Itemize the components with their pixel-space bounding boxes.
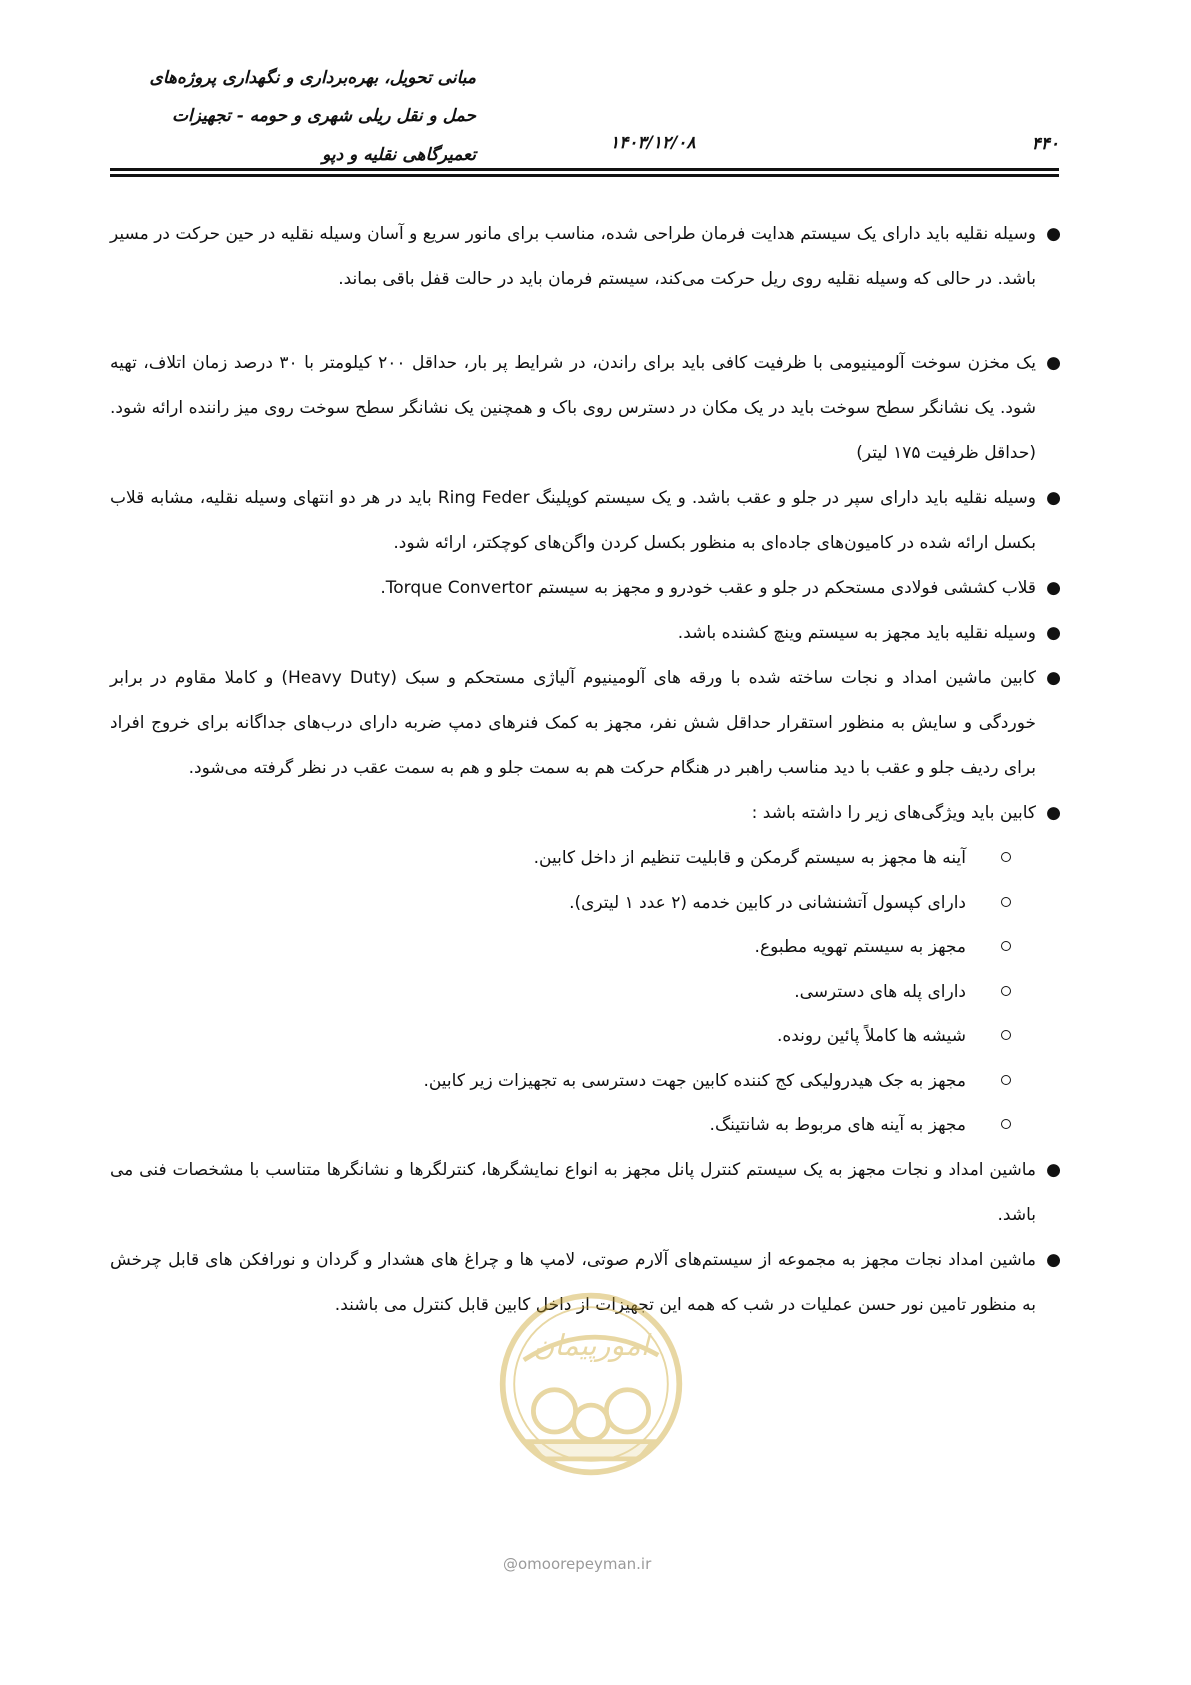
sub-list-item [110,1103,1011,1148]
bullet-item [110,212,1061,302]
bullet-item [110,566,1061,611]
page-body [110,212,1061,1328]
sub-list-item [110,1059,1011,1104]
header-rule-top [110,168,1059,171]
bullet-dot-icon: ● [1046,578,1061,598]
bullet-item [110,341,1061,476]
bullet-text: وسیله نقلیه باید دارای یک سیستم هدایت فرمان طراحی شده، مناسب برای مانور سریع و آسان وسیله نقلیه در حین حرکت در مسیر باشد. در حالی که وسیله نقلیه روی ریل حرکت می‌کند، سیستم فرمان باید در حالت قفل باقی بماند. [110,224,1036,289]
bullet-dot-icon: ● [1046,1159,1061,1180]
hollow-circle-bullet-icon [1001,852,1011,862]
bullet-dot-icon: ● [1046,623,1061,643]
sub-item-text: شیشه ها کاملاً پائین رونده. [776,1026,966,1046]
header-rule-bottom [110,174,1059,177]
header-title-line-1: مبانی تحویل، بهره‌برداری و نگهداری پروژه‌های [149,68,476,88]
sub-list-item [110,925,1011,970]
bullet-dot-icon: ● [1046,224,1061,244]
bullet-item [110,791,1061,1148]
hollow-circle-bullet-icon [1001,941,1011,951]
bullet-dot-icon: ● [1046,803,1061,823]
sub-list-item [110,881,1011,926]
cabin-features-list [110,836,1036,1148]
bullet-item [110,611,1061,656]
bullet-item [110,1148,1061,1238]
seal-base [529,1442,654,1459]
bullet-text: کابین باید ویژگی‌های زیر را داشته باشد : [751,803,1036,823]
watermark-url: @omoorepeyman.ir [503,1555,652,1573]
sub-list-item [110,1014,1011,1059]
hollow-circle-bullet-icon [1001,1030,1011,1040]
sub-item-text: مجهز به آینه های مربوط به شانتینگ. [709,1115,966,1135]
header-title-line-3: تعمیرگاهی نقلیه و دپو [322,145,476,165]
header-title-line-2: حمل و نقل ریلی شهری و حومه - تجهیزات [171,106,476,126]
header-date: ۱۴۰۳/۱۲/۰۸ [610,133,696,153]
sub-item-text: آینه ها مجهز به سیستم گرمکن و قابلیت تنظیم از داخل کابین. [533,848,966,868]
bullet-list [110,212,1061,1328]
watermark-seal-logo [495,1288,687,1480]
sub-list-item [110,836,1011,881]
bullet-text: کابین ماشین امداد و نجات ساخته شده با ورقه های آلومینیوم آلیاژی مستحکم و سبک (Heavy Duty) و کاملا مقاوم در برابر خوردگی و سایش به منظور استقرار حداقل شش نفر، مجهز به کمک فنرهای دمپ ضربه دارای درب‌های جداگانه برای خروج افراد برای ردیف جلو و عقب با دید مناسب راهبر در هنگام حرکت هم به سمت جلو و هم به سمت عقب در نظر گرفته می‌شود. [110,668,1037,778]
bullet-dot-icon: ● [1046,1249,1061,1270]
hollow-circle-bullet-icon [1001,1075,1011,1085]
seal-logo-text: امورپیمان [533,1328,649,1363]
bullet-item [110,476,1061,566]
gear-icon [533,1390,575,1432]
sub-list-item [110,970,1011,1015]
bullet-dot-icon: ● [1046,353,1061,373]
bullet-dot-icon: ● [1046,488,1061,508]
bullet-text: قلاب کششی فولادی مستحکم در جلو و عقب خودرو و مجهز به سیستم Torque Convertor. [380,578,1036,598]
bullet-text: وسیله نقلیه باید مجهز به سیستم وینچ کشنده باشد. [677,623,1036,643]
hollow-circle-bullet-icon [1001,1119,1011,1129]
bullet-text: وسیله نقلیه باید دارای سپر در جلو و عقب باشد. و یک سیستم کوپلینگ Ring Feder باید در هر دو انتهای وسیله نقلیه، مشابه قلاب بکسل ارائه شده در کامیون‌های جاده‌ای به منظور بکسل کردن واگن‌های کوچکتر، ارائه شود. [110,488,1036,553]
gear-icon [606,1390,648,1432]
gear-icon [574,1405,609,1440]
bullet-text: یک مخزن سوخت آلومینیومی با ظرفیت کافی باید برای راندن، در شرایط پر بار، حداقل ۲۰۰ کیلومتر با ۳۰ درصد زمان اتلاف، تهیه شود. یک نشانگر سطح سوخت باید در یک مکان در دسترس روی باک و همچنین یک نشانگر سطح سوخت روی میز راننده ارائه شود. (حداقل ظرفیت ۱۷۵ لیتر) [110,353,1036,463]
seal-gears [529,1390,654,1459]
hollow-circle-bullet-icon [1001,897,1011,907]
bullet-dot-icon: ● [1046,668,1061,688]
sub-item-text: مجهز به جک هیدرولیکی کج کننده کابین جهت دسترسی به تجهیزات زیر کابین. [423,1070,966,1091]
sub-item-text: مجهز به سیستم تهویه مطبوع. [754,937,966,957]
hollow-circle-bullet-icon [1001,986,1011,996]
sub-item-text: دارای پله های دسترسی. [794,981,966,1002]
sub-item-text: دارای کپسول آتشنشانی در کابین خدمه (۲ عدد ۱ لیتری). [569,892,966,913]
bullet-text: ماشین امداد نجات مجهز به مجموعه از سیستم‌های آلارم صوتی، لامپ ها و چراغ های هشدار و گردان و نورافکن های قابل چرخش به منظور تامین نور حسن عملیات در شب که همه این تجهیزات از داخل کابین قابل کنترل می باشند. [110,1249,1036,1315]
page-number: ۴۴۰ [1031,134,1059,154]
bullet-item [110,656,1061,791]
bullet-text: ماشین امداد و نجات مجهز به یک سیستم کنترل پانل مجهز به انواع نمایشگرها، کنترلگرها و نشانگرها متناسب با مشخصات فنی می باشد. [110,1159,1036,1225]
